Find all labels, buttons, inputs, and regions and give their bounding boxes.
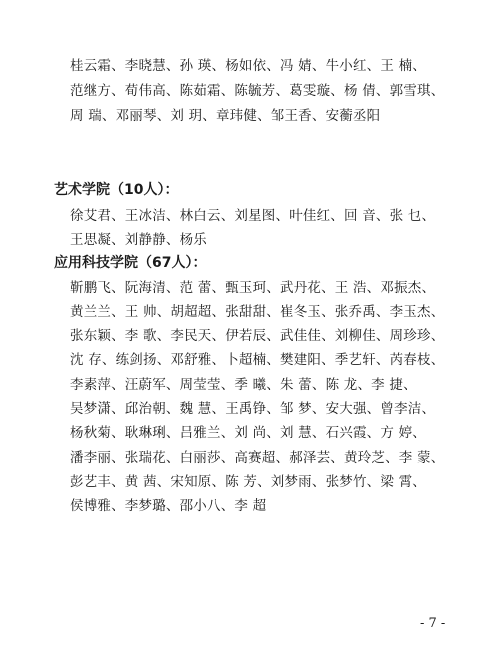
name-list-line: 徐艾君、王冰洁、林白云、刘星图、叶佳红、回 音、张 乜、 <box>70 208 436 224</box>
name-list-line: 张东颖、李 歌、李民天、伊若辰、武佳佳、刘柳佳、周珍珍、 <box>70 328 445 344</box>
section-heading-applied-tech: 应用科技学院（67人）： <box>54 255 207 271</box>
name-list-line: 王思凝、刘静静、杨乐 <box>70 232 207 248</box>
page-number: - 7 - <box>420 616 446 631</box>
name-list-line: 吴梦潇、邱治朝、魏 慧、王禹铮、邹 梦、安大强、曾李洁、 <box>70 401 436 417</box>
name-list-line: 李素萍、汪蔚军、周莹莹、季 曦、朱 蕾、陈 龙、李 捷、 <box>70 377 417 393</box>
name-list-line: 侯博雅、李梦璐、邵小八、李 超 <box>70 498 267 514</box>
name-list-line: 沈 存、练剑扬、邓舒雅、卜超楠、樊建阳、季艺轩、芮春枝、 <box>70 352 445 368</box>
name-list-line: 黄兰兰、王 帅、胡超超、张甜甜、崔冬玉、张乔禹、李玉杰、 <box>70 304 445 320</box>
name-list-line: 周 瑞、邓丽琴、刘 玥、章玮健、邹王香、安蘅丞阳 <box>70 108 381 124</box>
name-list-line: 杨秋菊、耿琳琍、吕雅兰、刘 尚、刘 慧、石兴霞、方 婷、 <box>70 425 426 441</box>
name-list-line: 彭艺丰、黄 茜、宋知原、陈 芳、刘梦雨、张梦竹、梁 霄、 <box>70 474 426 490</box>
name-list-line: 潘李丽、张瑞花、白丽莎、高赛超、郝泽芸、黄玲芝、李 蒙、 <box>70 450 445 466</box>
name-list-line: 靳鹏飞、阮海清、范 蕾、甄玉珂、武丹花、王 浩、邓振杰、 <box>70 280 436 296</box>
section-heading-art: 艺术学院（10人）： <box>54 182 179 198</box>
name-list-line: 范继方、荀伟高、陈茹霜、陈毓芳、葛雯璇、杨 倩、郭雪琪、 <box>70 83 445 99</box>
name-list-line: 桂云霜、李晓慧、孙 瑛、杨如依、冯 婧、牛小红、王 楠、 <box>70 58 426 74</box>
